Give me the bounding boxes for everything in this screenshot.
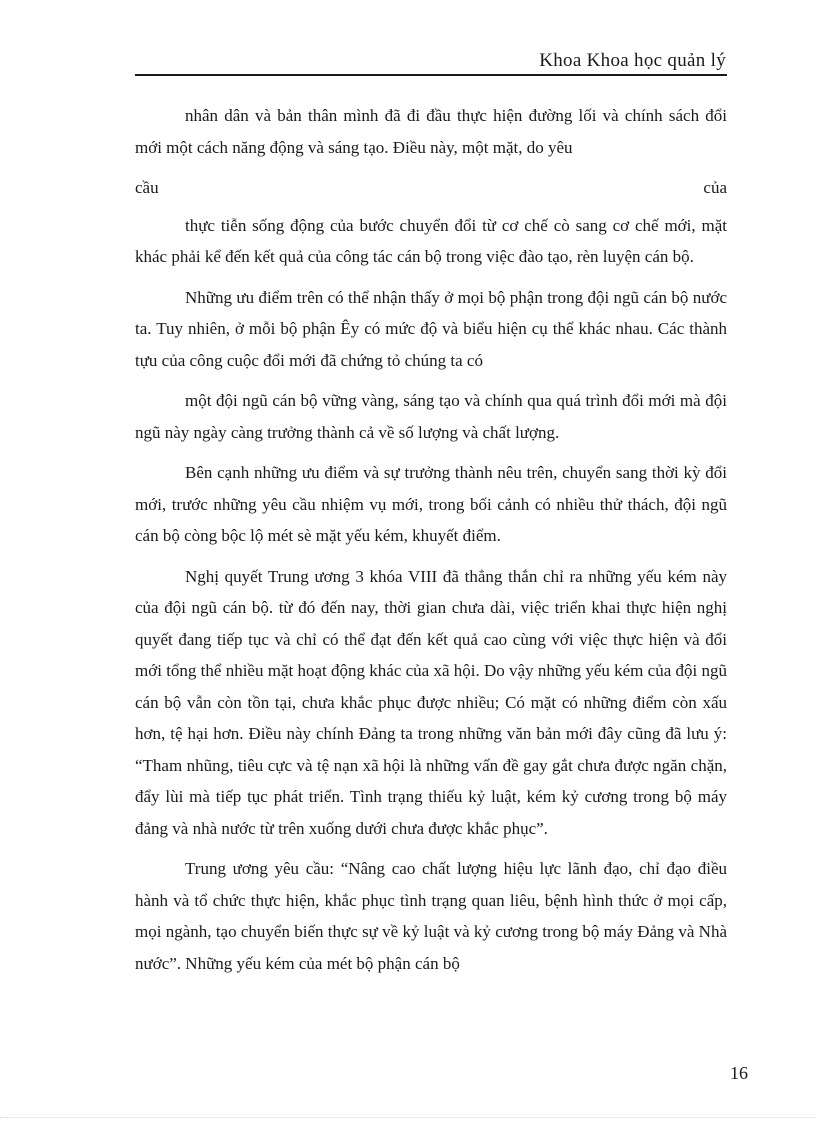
- paragraph-2: thực tiễn sống động của bước chuyển đổi từ cơ chế cò sang cơ chế mới, mặt khác phải kể đến kết quả của công tác cán bộ trong việc đào tạo, rèn luyện cán bộ.: [135, 215, 727, 266]
- page-header-title: Khoa Khoa học quản lý: [539, 50, 726, 71]
- paragraph-5: Bên cạnh những ưu điểm và sự trưởng thành nêu trên, chuyển sang thời kỳ đổi mới, trước những yêu cầu nhiệm vụ mới, trong bối cảnh có nhiều thử thách, đội ngũ cán bộ còng bộc lộ mét sè mặt yếu kém, khuyết điểm.: [135, 463, 727, 545]
- split-line-right: của: [703, 178, 727, 197]
- footer-dotted-rule: [0, 1117, 816, 1118]
- header-divider: [135, 74, 727, 76]
- page-number: 16: [730, 1063, 748, 1083]
- paragraph-3: Những ưu điểm trên có thể nhận thấy ở mọi bộ phận trong đội ngũ cán bộ nước ta. Tuy nhiên, ở mỗi bộ phận Êy có mức độ và biểu hiện cụ thể khác nhau. Các thành tựu của công cuộc đổi mới đã chứng tỏ chúng ta có: [135, 287, 727, 370]
- document-body: [135, 100, 727, 988]
- split-line-left: cầu: [135, 178, 159, 197]
- paragraph-4: một đội ngũ cán bộ vững vàng, sáng tạo và chính qua quá trình đổi mới mà đội ngũ này ngày càng trưởng thành cả về số lượng và chất lượng.: [135, 391, 727, 442]
- paragraph-1: nhân dân và bản thân mình đã đi đầu thực hiện đường lối và chính sách đổi mới một cách năng động và sáng tạo. Điều này, một mặt, do yêu: [135, 106, 727, 157]
- paragraph-7: Trung ương yêu cầu: “Nâng cao chất lượng hiệu lực lãnh đạo, chỉ đạo điều hành và tổ chức thực hiện, khắc phục tình trạng quan liêu, bệnh hình thức ở mọi cấp, mọi ngành, tạo chuyển biến thực sự về kỷ luật và kỷ cương trong bộ máy Đảng và Nhà nước”. Những yếu kém của mét bộ phận cán bộ: [135, 859, 727, 973]
- paragraph-6: Nghị quyết Trung ương 3 khóa VIII đã thẳng thắn chỉ ra những yếu kém này của đội ngũ cán bộ. từ đó đến nay, thời gian chưa dài, việc triển khai thực hiện nghị quyết đang tiếp tục và chỉ có thể đạt đến kết quả cao cùng với việc thực hiện và đổi mới tổng thể nhiều mặt hoạt động khác của xã hội. Do vậy những yếu kém của đội ngũ cán bộ vẫn còn tồn tại, chưa khắc phục được nhiều; Có mặt có những điểm còn xấu hơn, tệ hại hơn. Điều này chính Đảng ta trong những văn bản mới đây cũng đã lưu ý: “Tham nhũng, tiêu cực và tệ nạn xã hội là những vấn đề gay gắt chưa được ngăn chặn, đẩy lùi mà tiếp tục phát triển. Tình trạng thiếu kỷ luật, kém kỷ cương trong bộ máy đảng và nhà nước từ trên xuống dưới chưa được khắc phục”.: [135, 566, 727, 838]
- justified-line-break: [135, 172, 727, 204]
